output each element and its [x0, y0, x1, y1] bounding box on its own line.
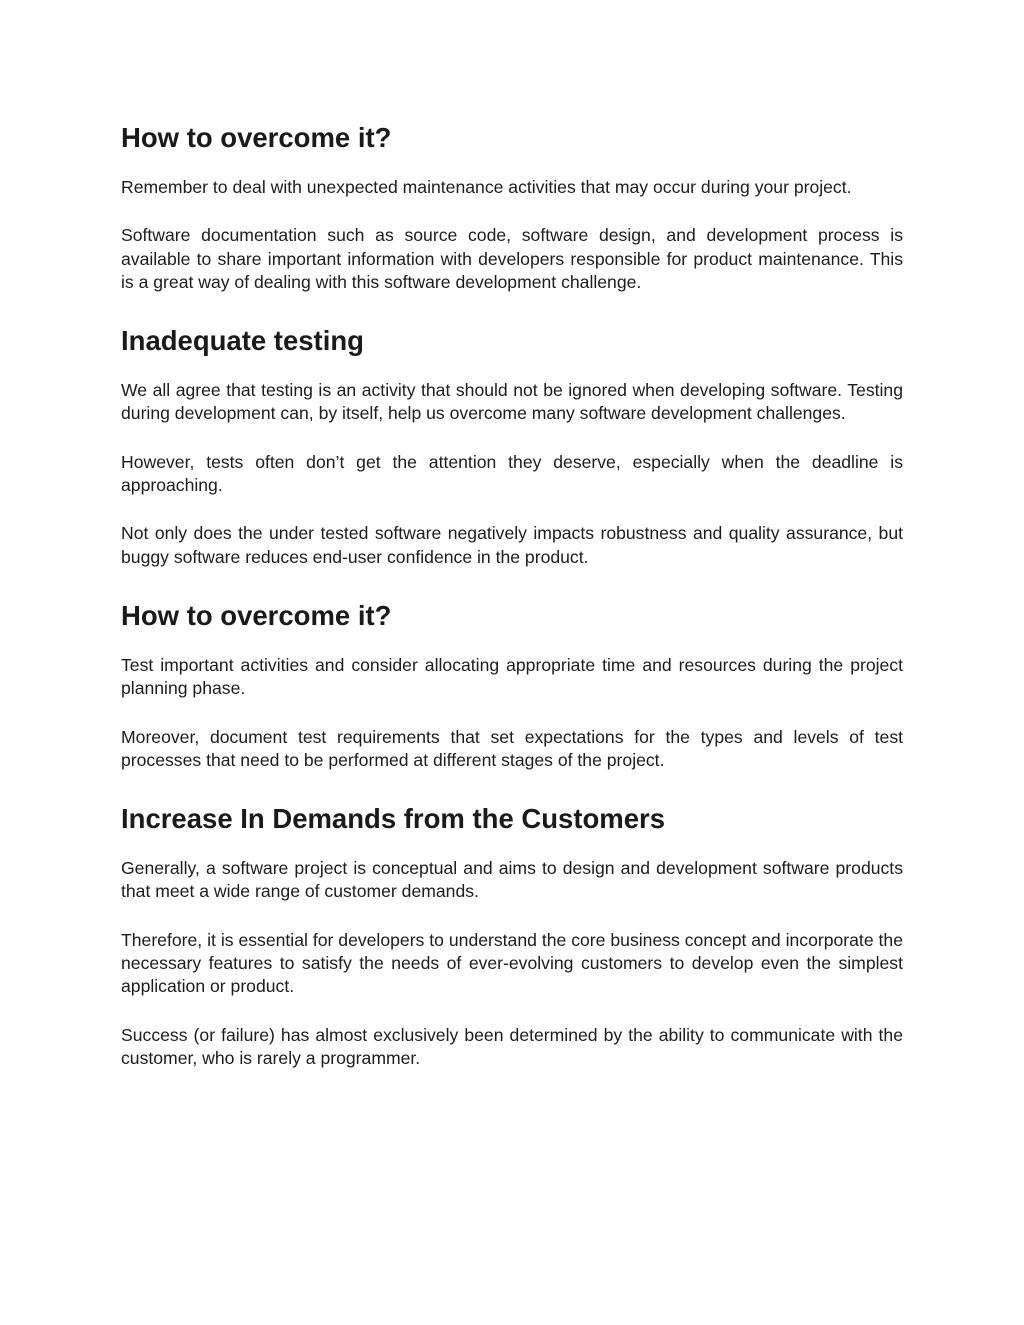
section-overcome-testing [121, 596, 903, 772]
paragraph: Moreover, document test requirements that set expectations for the types and levels of test processes that need to be performed at different stages of the project. [121, 726, 903, 770]
section-heading: How to overcome it? [121, 599, 392, 631]
paragraph: Generally, a software project is conceptual and aims to design and development software products that meet a wide range of customer demands. [121, 858, 903, 902]
paragraph: However, tests often don’t get the attention they deserve, especially when the deadline is approaching. [121, 451, 903, 496]
paragraph: We all agree that testing is an activity that should not be ignored when developing software. Testing during development can, by itself, help us overcome many software development challenges. [121, 380, 903, 424]
section-overcome-maintenance [121, 118, 903, 294]
section-inadequate-testing [121, 321, 903, 569]
section-customer-demands [121, 799, 903, 1070]
paragraph: Remember to deal with unexpected maintenance activities that may occur during your project. [121, 177, 852, 197]
section-heading: How to overcome it? [121, 122, 392, 153]
paragraph: Success (or failure) has almost exclusively been determined by the ability to communicate with the customer, who is rarely a programmer. [121, 1024, 903, 1068]
section-heading: Inadequate testing [121, 325, 364, 357]
paragraph: Test important activities and consider allocating appropriate time and resources during the project planning phase. [121, 654, 903, 699]
paragraph: Software documentation such as source code, software design, and development process is available to share important information with developers responsible for product maintenance. This is a great way of dealing with this software development challenge. [121, 225, 903, 292]
document-page [121, 118, 903, 1097]
paragraph: Therefore, it is essential for developers to understand the core business concept and incorporate the necessary features to satisfy the needs of ever-evolving customers to develop even the simplest application or product. [121, 929, 903, 997]
paragraph: Not only does the under tested software negatively impacts robustness and quality assurance, but buggy software reduces end-user confidence in the product. [121, 523, 903, 567]
section-heading: Increase In Demands from the Customers [121, 803, 666, 835]
